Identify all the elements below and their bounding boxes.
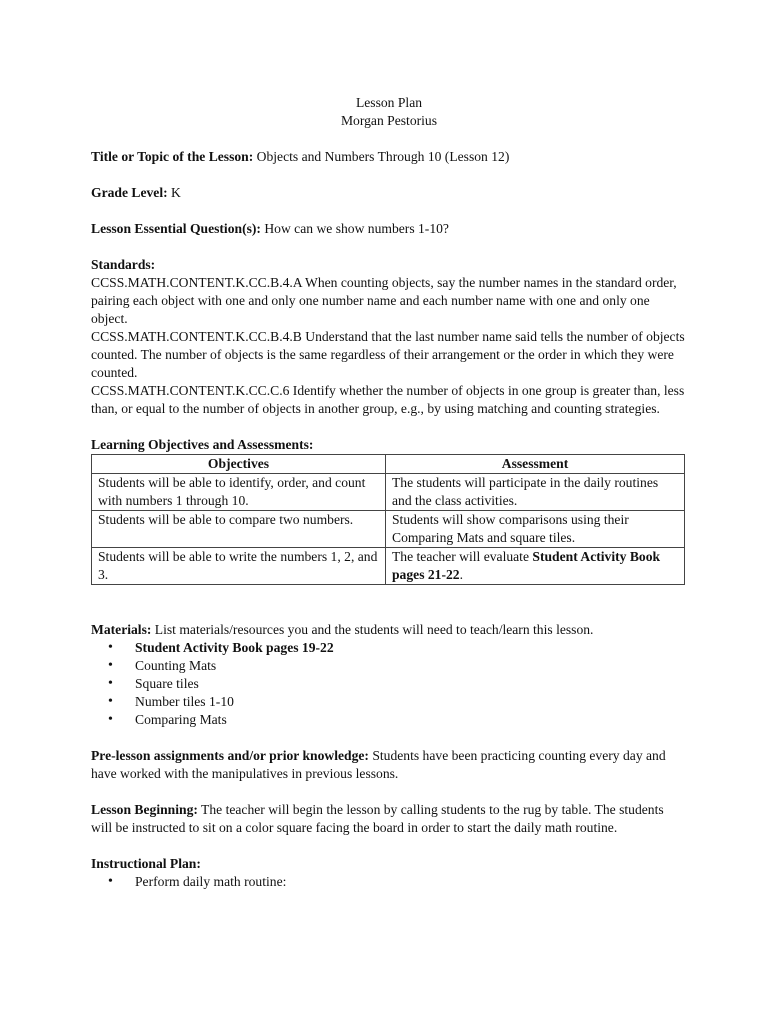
topic-line: [91, 148, 687, 166]
document-title: Lesson Plan: [355, 95, 423, 110]
author-name: Morgan Pestorius: [340, 113, 438, 128]
materials-line: [91, 621, 687, 639]
lesson-beginning-line: [91, 801, 687, 837]
table-row: [92, 548, 685, 585]
materials-list: [91, 639, 687, 729]
assessment-cell: Students will show comparisons using their Comparing Mats and square tiles.: [386, 511, 685, 548]
standards-heading: [91, 256, 687, 274]
prelesson-label: Pre-lesson assignments and/or prior knowledge:: [91, 748, 369, 763]
list-item: • Number tiles 1-10: [135, 693, 687, 711]
assessment-text: The teacher will evaluate: [392, 549, 533, 564]
objectives-column-header: Objectives: [92, 455, 386, 474]
objective-cell: Students will be able to write the numbers 1, 2, and 3.: [92, 548, 386, 585]
materials-label: Materials:: [91, 622, 152, 637]
list-item: [135, 639, 687, 657]
table-row: [92, 511, 685, 548]
materials-value: List materials/resources you and the students will need to teach/learn this lesson.: [151, 622, 594, 637]
table-row: [92, 474, 685, 511]
list-item: • Square tiles: [135, 675, 687, 693]
table-header-row: [92, 455, 685, 474]
standard-item: CCSS.MATH.CONTENT.K.CC.B.4.A When counting objects, say the number names in the standard order, pairing each object with one and only one number name and each number name with one and only one object.: [91, 275, 677, 326]
standard-item: CCSS.MATH.CONTENT.K.CC.C.6 Identify whether the number of objects in one group is greater than, less than, or equal to the number of objects in another group, e.g., by using matching and counting strategies.: [91, 383, 685, 416]
instructional-plan-label: Instructional Plan:: [91, 856, 201, 871]
list-item: • Comparing Mats: [135, 711, 687, 729]
lesson-beginning-label: Lesson Beginning:: [91, 802, 198, 817]
essential-question-label: Lesson Essential Question(s):: [91, 221, 261, 236]
essential-question-value: How can we show numbers 1-10?: [260, 221, 449, 236]
topic-label: Title or Topic of the Lesson:: [91, 149, 254, 164]
assessment-column-header: Assessment: [386, 455, 685, 474]
standards-label: Standards:: [91, 257, 156, 272]
assessment-text-end: .: [459, 567, 463, 582]
grade-value: K: [167, 185, 181, 200]
list-item-text: Student Activity Book pages 19-22: [135, 640, 334, 655]
assessment-cell: The students will participate in the daily routines and the class activities.: [386, 474, 685, 511]
topic-value: Objects and Numbers Through 10 (Lesson 12): [253, 149, 510, 164]
prelesson-line: [91, 747, 687, 783]
essential-question-line: [91, 220, 687, 238]
instructional-plan-list: [91, 873, 687, 891]
assessment-cell: [386, 548, 685, 585]
objectives-table: [91, 454, 685, 585]
instructional-plan-heading: [91, 855, 687, 873]
list-item: • Perform daily math routine:: [135, 873, 687, 891]
objectives-heading: [91, 436, 687, 454]
objective-cell: Students will be able to compare two numbers.: [92, 511, 386, 548]
objectives-label: Learning Objectives and Assessments:: [91, 437, 314, 452]
document-body: [91, 94, 687, 891]
prelesson-value: Students have been practicing counting every day and have worked with the manipulatives in previous lessons.: [91, 748, 666, 781]
objective-cell: Students will be able to identify, order, and count with numbers 1 through 10.: [92, 474, 386, 511]
assessment-bold-text: Student Activity Book pages 21-22: [392, 549, 661, 582]
standard-item: CCSS.MATH.CONTENT.K.CC.B.4.B Understand that the last number name said tells the number of objects counted. The number of objects is the same regardless of their arrangement or the order in which they were counted.: [91, 329, 685, 380]
grade-line: [91, 184, 687, 202]
lesson-beginning-value: The teacher will begin the lesson by calling students to the rug by table. The students will be instructed to sit on a color square facing the board in order to start the daily math routine.: [91, 802, 664, 835]
list-item: • Counting Mats: [135, 657, 687, 675]
grade-label: Grade Level:: [91, 185, 168, 200]
